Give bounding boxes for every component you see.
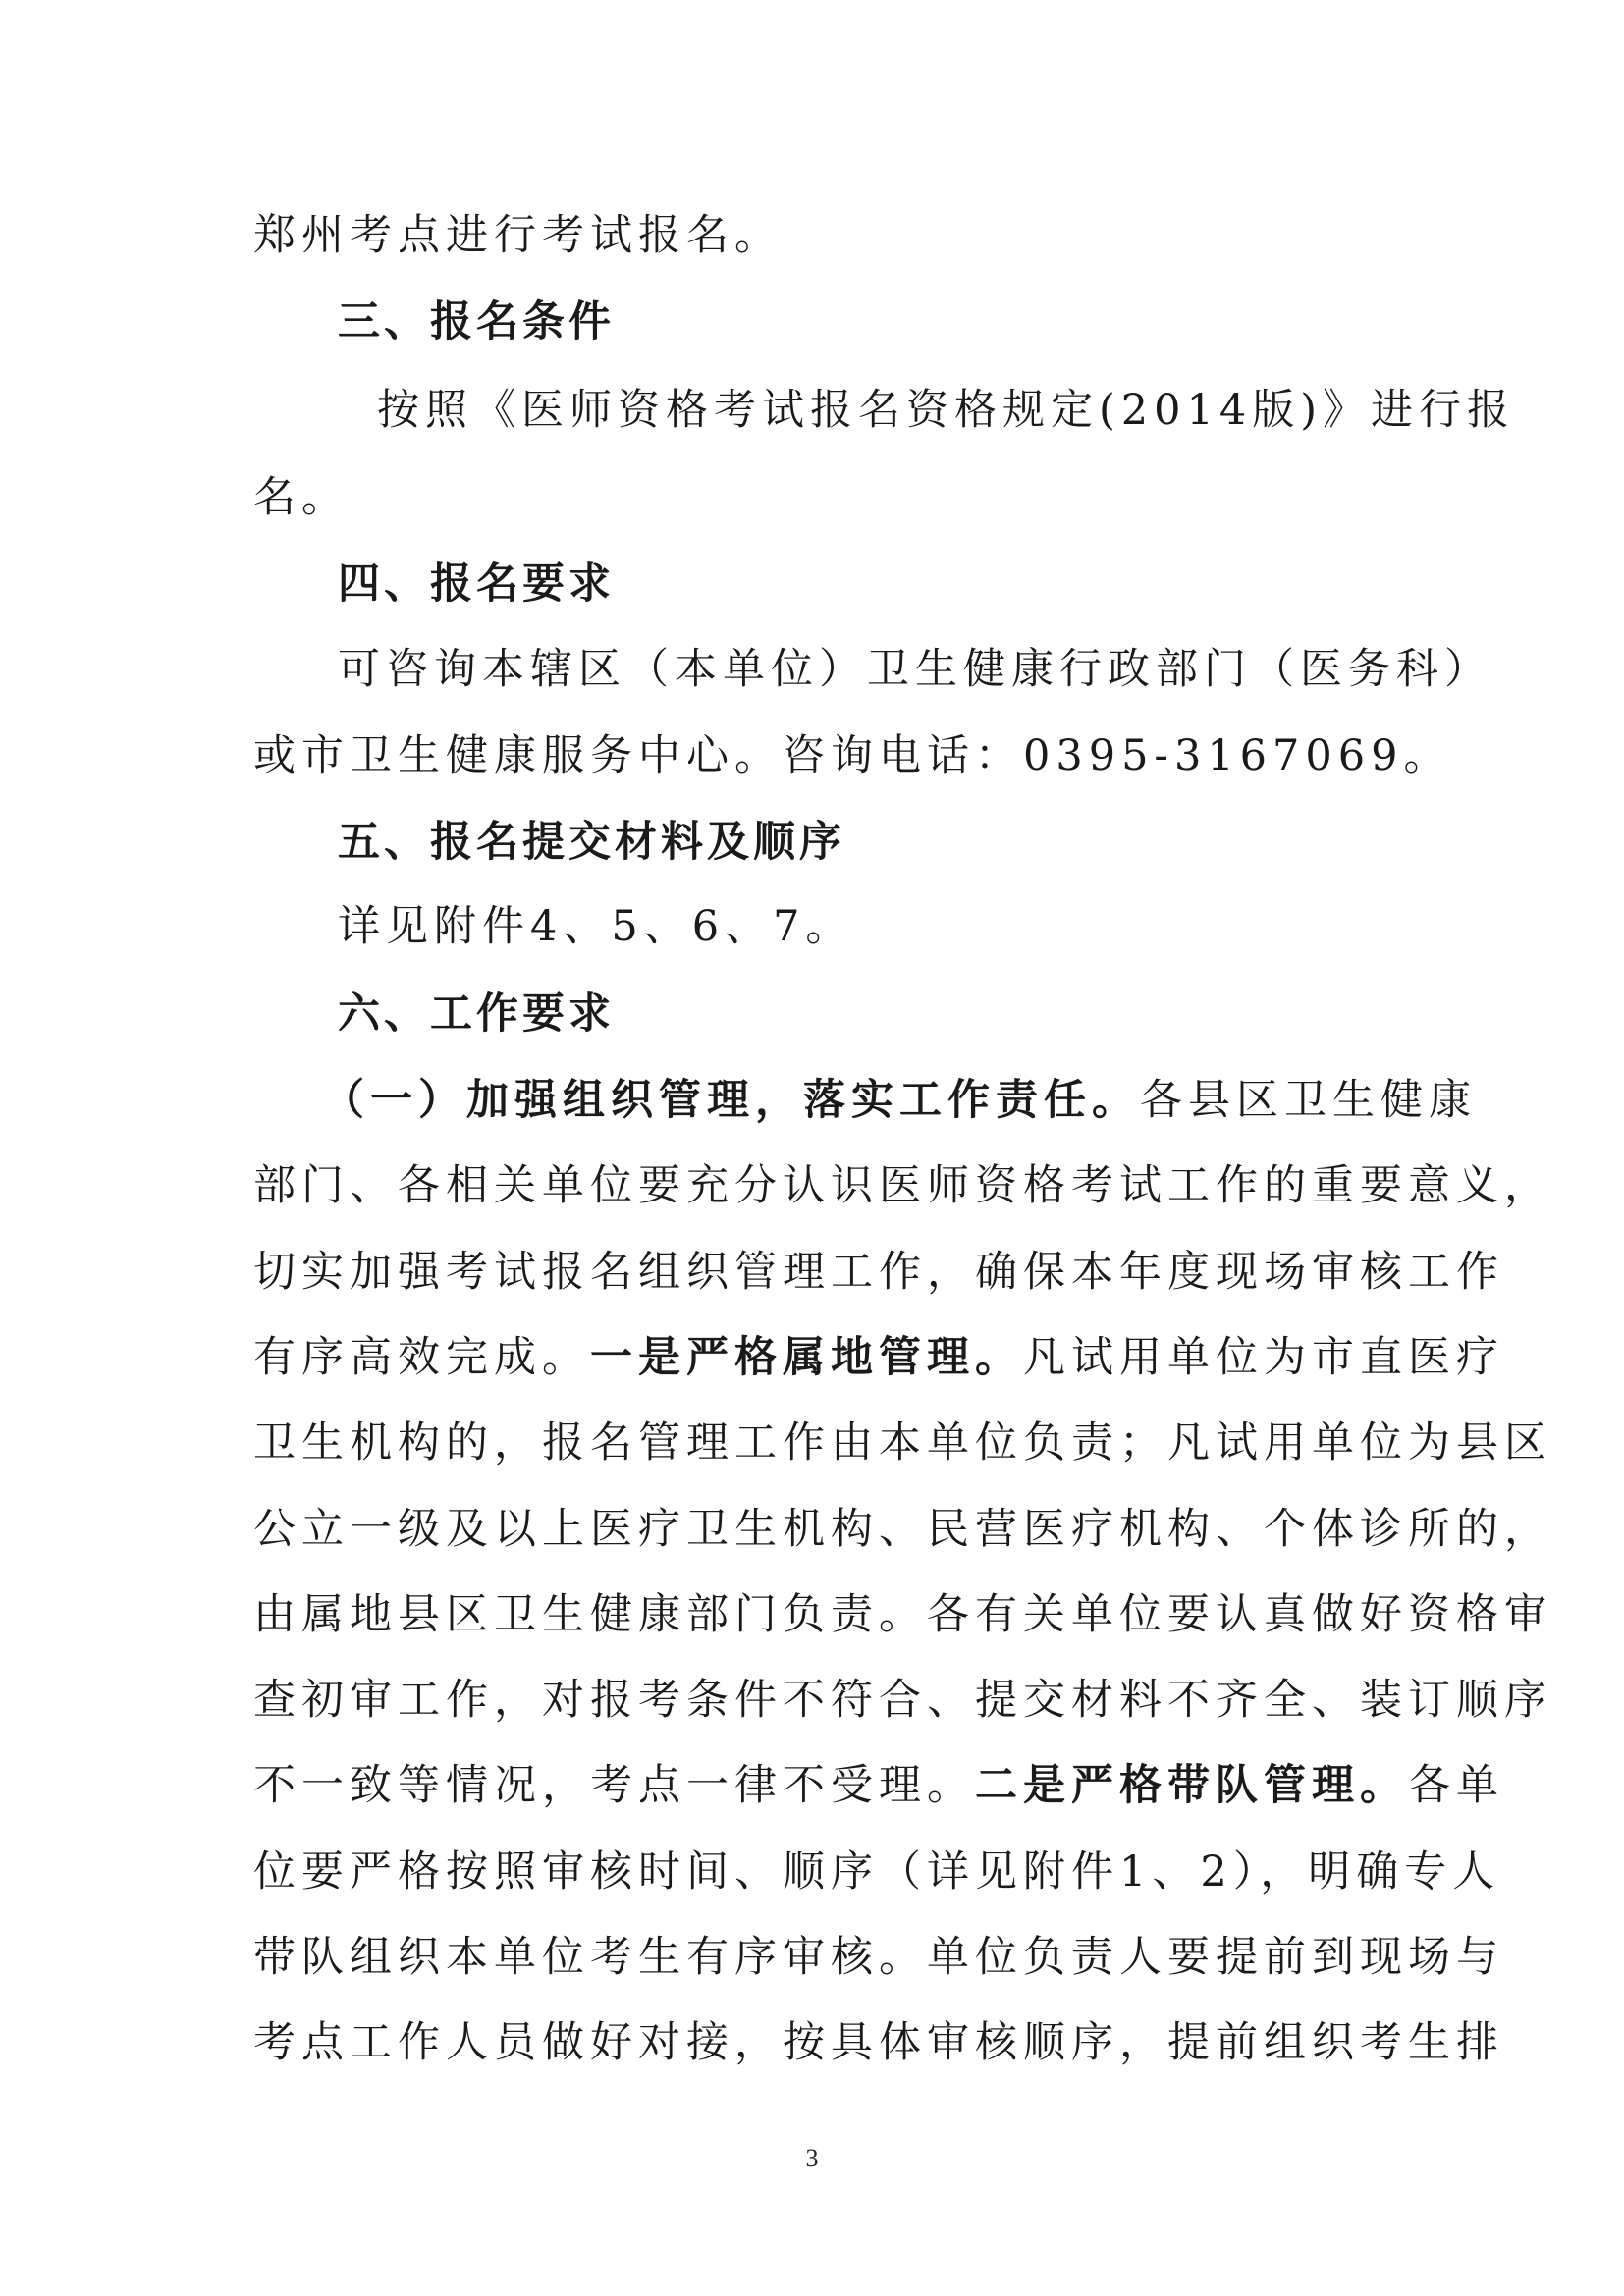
body-text-line: 有序高效完成。一是严格属地管理。凡试用单位为市直医疗: [253, 1333, 1504, 1382]
emphasis-text: 一是严格属地管理。: [590, 1333, 1023, 1382]
page-number: 3: [805, 2144, 819, 2172]
body-text-line: 卫生机构的，报名管理工作由本单位负责；凡试用单位为县区: [253, 1418, 1552, 1468]
body-text-line: 位要严格按照审核时间、顺序（详见附件1、2），明确专人: [253, 1847, 1501, 1896]
body-text-line: （一）加强组织管理，落实工作责任。各县区卫生健康: [322, 1076, 1477, 1125]
body-text-line: 切实加强考试报名组织管理工作，确保本年度现场审核工作: [253, 1248, 1504, 1297]
body-text-line: 郑州考点进行考试报名。: [253, 211, 783, 260]
body-text-line: 公立一级及以上医疗卫生机构、民营医疗机构、个体诊所的，: [253, 1505, 1552, 1554]
subsection-heading: （一）加强组织管理，落实工作责任。: [322, 1076, 1140, 1125]
body-text-line: 可咨询本辖区（本单位）卫生健康行政部门（医务科）: [338, 645, 1492, 694]
body-text-line: 详见附件4、5、6、7。: [338, 902, 854, 951]
section-heading-4: 四、报名要求: [338, 560, 615, 609]
body-text-line: 带队组织本单位考生有序审核。单位负责人要提前到现场与: [253, 1933, 1504, 1982]
section-heading-5: 五、报名提交材料及顺序: [338, 818, 845, 867]
body-text-line: 部门、各相关单位要充分认识医师资格考试工作的重要意义，: [253, 1161, 1552, 1210]
body-text-line: 按照《医师资格考试报名资格规定(2014版)》进行报: [377, 386, 1515, 435]
section-heading-3: 三、报名条件: [338, 297, 615, 347]
emphasis-text: 二是严格带队管理。: [975, 1761, 1408, 1810]
body-text-line: 查初审工作，对报考条件不符合、提交材料不齐全、装订顺序: [253, 1676, 1552, 1725]
body-text-line: 或市卫生健康服务中心。咨询电话：0395-3167069。: [253, 731, 1452, 780]
body-text-line: 由属地县区卫生健康部门负责。各有关单位要认真做好资格审: [253, 1590, 1552, 1639]
body-text-line: 考点工作人员做好对接，按具体审核顺序，提前组织考生排: [253, 2018, 1504, 2067]
body-text-line: 名。: [253, 473, 350, 522]
section-heading-6: 六、工作要求: [338, 989, 615, 1039]
body-text-line: 不一致等情况，考点一律不受理。二是严格带队管理。各单: [253, 1761, 1504, 1810]
